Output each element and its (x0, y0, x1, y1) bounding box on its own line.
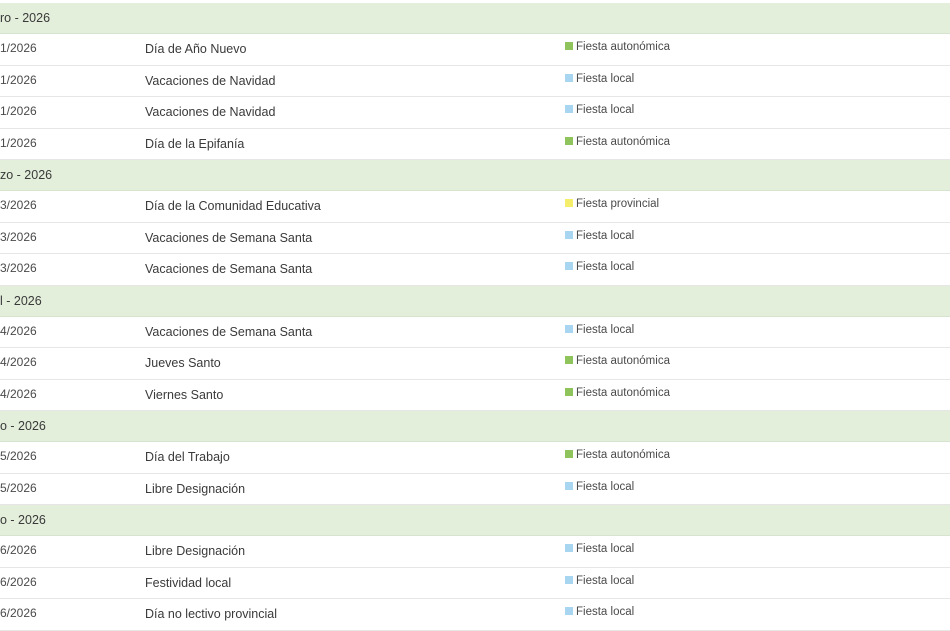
holiday-type-label: Fiesta local (576, 323, 635, 336)
holiday-name: Vacaciones de Semana Santa (145, 262, 313, 276)
table-row (0, 599, 950, 631)
holiday-name: Libre Designación (145, 544, 246, 558)
holiday-type (565, 481, 634, 493)
holiday-calendar-table (0, 3, 950, 631)
legend-swatch-icon (565, 199, 573, 207)
legend-swatch-icon (565, 74, 573, 82)
holiday-type-label: Fiesta local (576, 480, 635, 493)
holiday-date: 1/2026 (0, 41, 37, 55)
holiday-date: 5/2026 (0, 449, 37, 463)
holiday-type-label: Fiesta local (576, 261, 635, 273)
holiday-date: 1/2026 (0, 135, 37, 150)
month-label: ro - 2026 (0, 11, 51, 25)
table-row (0, 442, 950, 474)
table-row (0, 380, 950, 412)
holiday-name: Jueves Santo (145, 356, 221, 370)
month-label: l - 2026 (0, 293, 42, 308)
holiday-type (565, 606, 634, 618)
holiday-type (565, 41, 670, 53)
table-row (0, 66, 950, 98)
legend-swatch-icon (565, 42, 573, 50)
table-row (0, 254, 950, 286)
holiday-type-label: Fiesta local (576, 574, 635, 587)
table-row (0, 317, 950, 349)
legend-swatch-icon (565, 450, 573, 458)
legend-swatch-icon (565, 544, 573, 552)
holiday-type (565, 543, 634, 555)
holiday-date: 4/2026 (0, 386, 37, 401)
holiday-name: Día de Año Nuevo (145, 42, 247, 56)
holiday-type-label: Fiesta local (576, 543, 635, 555)
legend-swatch-icon (565, 325, 573, 333)
table-row (0, 191, 950, 223)
holiday-name: Día no lectivo provincial (145, 607, 278, 621)
holiday-name: Vacaciones de Semana Santa (145, 230, 313, 245)
holiday-name: Libre Designación (145, 481, 246, 496)
holiday-date: 3/2026 (0, 198, 37, 212)
holiday-type (565, 104, 634, 116)
holiday-type (565, 387, 670, 399)
holiday-type (565, 355, 670, 367)
month-header (0, 3, 950, 34)
holiday-type-label: Fiesta autonómica (576, 449, 670, 461)
month-label: o - 2026 (0, 419, 46, 433)
table-row (0, 348, 950, 380)
table-row (0, 223, 950, 255)
holiday-date: 6/2026 (0, 606, 37, 620)
table-row (0, 97, 950, 129)
holiday-type-label: Fiesta local (576, 104, 635, 116)
holiday-type-label: Fiesta autonómica (576, 355, 670, 367)
month-header (0, 160, 950, 191)
month-header (0, 286, 950, 317)
holiday-name: Día de la Epifanía (145, 136, 245, 151)
holiday-type (565, 449, 670, 461)
holiday-date: 4/2026 (0, 355, 37, 369)
holiday-date: 1/2026 (0, 72, 37, 87)
holiday-date: 1/2026 (0, 104, 37, 118)
month-header (0, 411, 950, 442)
holiday-name: Día del Trabajo (145, 450, 230, 464)
holiday-type-label: Fiesta local (576, 606, 635, 618)
legend-swatch-icon (565, 356, 573, 364)
holiday-date: 3/2026 (0, 261, 37, 275)
holiday-name: Vacaciones de Navidad (145, 73, 276, 88)
holiday-type (565, 575, 634, 587)
holiday-name: Festividad local (145, 575, 232, 590)
month-label: o - 2026 (0, 513, 46, 527)
month-label: zo - 2026 (0, 168, 53, 182)
legend-swatch-icon (565, 388, 573, 396)
holiday-name: Viernes Santo (145, 387, 224, 402)
legend-swatch-icon (565, 231, 573, 239)
holiday-date: 6/2026 (0, 543, 37, 557)
table-row (0, 129, 950, 161)
table-row (0, 34, 950, 66)
legend-swatch-icon (565, 137, 573, 145)
holiday-date: 5/2026 (0, 480, 37, 495)
table-row (0, 536, 950, 568)
holiday-name: Vacaciones de Semana Santa (145, 324, 313, 339)
table-row (0, 474, 950, 506)
holiday-name: Día de la Comunidad Educativa (145, 199, 321, 213)
holiday-type (565, 230, 634, 242)
holiday-type-label: Fiesta local (576, 72, 635, 85)
holiday-type (565, 324, 634, 336)
holiday-type (565, 198, 659, 210)
holiday-type (565, 261, 634, 273)
month-header (0, 505, 950, 536)
holiday-type-label: Fiesta autonómica (576, 135, 670, 148)
holiday-date: 6/2026 (0, 574, 37, 589)
holiday-type-label: Fiesta local (576, 229, 635, 242)
legend-swatch-icon (565, 576, 573, 584)
holiday-type-label: Fiesta provincial (576, 198, 660, 210)
holiday-date: 4/2026 (0, 323, 37, 338)
holiday-type-label: Fiesta autonómica (576, 386, 670, 399)
holiday-type (565, 73, 634, 85)
holiday-type-label: Fiesta autonómica (576, 41, 670, 53)
holiday-name: Vacaciones de Navidad (145, 105, 276, 119)
holiday-date: 3/2026 (0, 229, 37, 244)
legend-swatch-icon (565, 105, 573, 113)
legend-swatch-icon (565, 262, 573, 270)
holiday-type (565, 136, 670, 148)
legend-swatch-icon (565, 607, 573, 615)
legend-swatch-icon (565, 482, 573, 490)
table-row (0, 568, 950, 600)
